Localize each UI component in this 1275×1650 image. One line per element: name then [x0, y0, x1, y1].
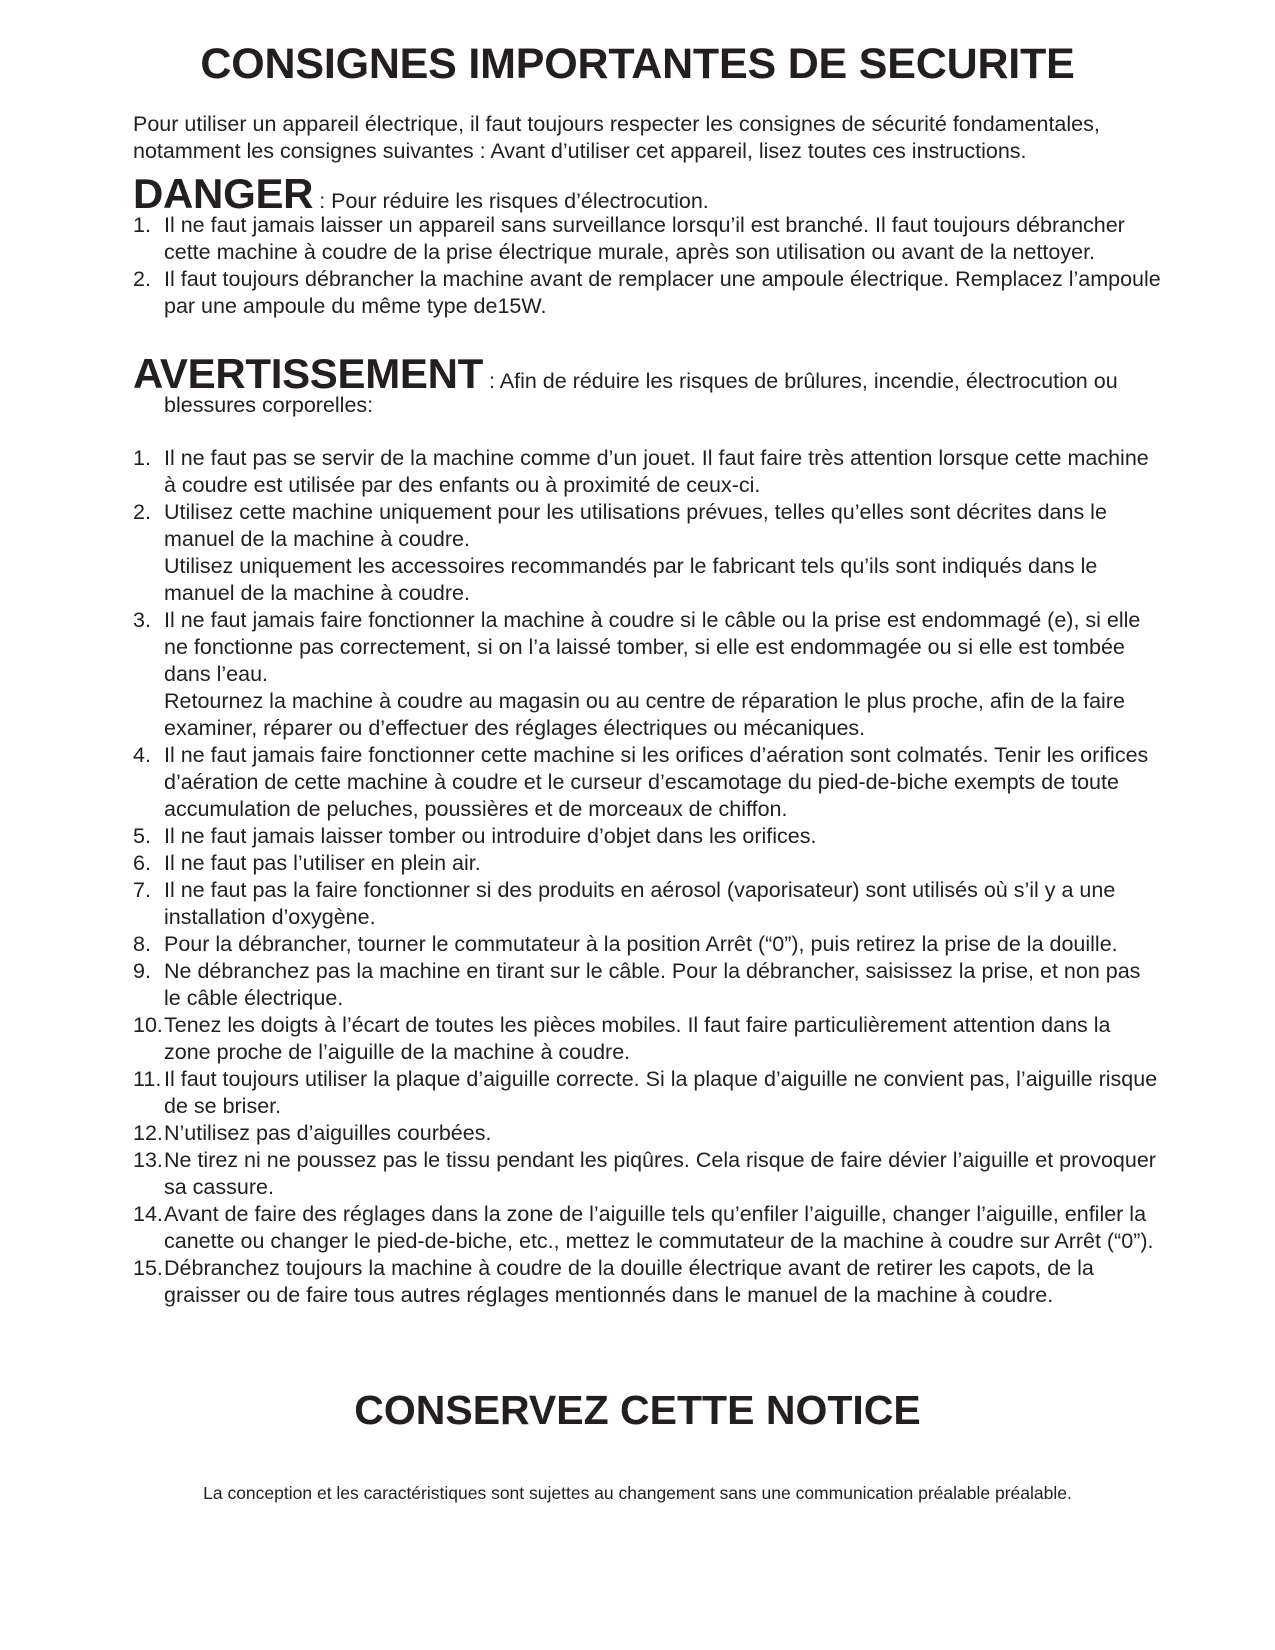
- warning-heading: AVERTISSEMENT: [133, 350, 484, 397]
- item-text: N’utilisez pas d’aiguilles courbées.: [164, 1121, 492, 1145]
- item-number: 14.: [133, 1202, 163, 1226]
- warning-list: [133, 445, 1163, 1309]
- list-item: [133, 1255, 1163, 1309]
- danger-description: : Pour réduire les risques d’électrocution.: [313, 189, 709, 213]
- item-number: 8.: [133, 932, 151, 956]
- item-number: 5.: [133, 824, 151, 848]
- item-number: 4.: [133, 743, 151, 767]
- item-extra-text: Retournez la machine à coudre au magasin ou au centre de réparation le plus proche, afin de la faire examiner, réparer ou d’effectuer des réglages électriques ou mécaniques.: [164, 689, 1125, 740]
- page-title: CONSIGNES IMPORTANTES DE SECURITE: [200, 40, 1075, 88]
- item-number: 10.: [133, 1013, 163, 1037]
- list-item: [133, 445, 1163, 499]
- danger-list: [133, 212, 1163, 320]
- item-number: 1.: [133, 446, 151, 470]
- list-item: [133, 266, 1163, 320]
- item-text: Il faut toujours utiliser la plaque d’aiguille correcte. Si la plaque d’aiguille ne convient pas, l’aiguille risque de se briser.: [164, 1067, 1158, 1118]
- item-number: 9.: [133, 959, 151, 983]
- list-item: [133, 823, 1163, 850]
- list-item: [133, 1066, 1163, 1120]
- item-number: 2.: [133, 500, 151, 524]
- warning-description-continued: blessures corporelles:: [164, 393, 374, 417]
- item-number: 15.: [133, 1256, 163, 1280]
- list-item: [133, 499, 1163, 607]
- list-item: [133, 607, 1163, 742]
- closing-heading: CONSERVEZ CETTE NOTICE: [354, 1387, 921, 1433]
- item-number: 1.: [133, 213, 151, 237]
- item-number: 7.: [133, 878, 151, 902]
- item-number: 6.: [133, 851, 151, 875]
- list-item: [133, 931, 1163, 958]
- list-item: [133, 1120, 1163, 1147]
- item-text: Il ne faut pas l’utiliser en plein air.: [164, 851, 481, 875]
- list-item: [133, 1147, 1163, 1201]
- item-text: Il faut toujours débrancher la machine avant de remplacer une ampoule électrique. Remplacez l’ampoule par une ampoule du même type de15W.: [164, 267, 1161, 318]
- danger-heading-line: [133, 170, 1163, 218]
- footnote: La conception et les caractéristiques sont sujettes au changement sans une communication préalable préalable.: [203, 1483, 1072, 1503]
- item-text: Débranchez toujours la machine à coudre de la douille électrique avant de retirer les capots, de la graisser ou de faire tous autres réglages mentionnés dans le manuel de la machine à coudre.: [164, 1256, 1094, 1307]
- item-text: Il ne faut jamais laisser tomber ou introduire d’objet dans les orifices.: [164, 824, 817, 848]
- item-extra-text: Utilisez uniquement les accessoires recommandés par le fabricant tels qu’ils sont indiqués dans le manuel de la machine à coudre.: [164, 554, 1098, 605]
- item-number: 12.: [133, 1121, 163, 1145]
- item-text: Il ne faut jamais laisser un appareil sans surveillance lorsqu’il est branché. Il faut toujours débrancher cette machine à coudre de la prise électrique murale, après son utilisation ou avant de la nettoyer.: [164, 213, 1125, 264]
- item-text: Ne tirez ni ne poussez pas le tissu pendant les piqûres. Cela risque de faire dévier l’aiguille et provoquer sa cassure.: [164, 1148, 1156, 1199]
- item-number: 3.: [133, 608, 151, 632]
- list-item: [133, 850, 1163, 877]
- item-number: 2.: [133, 267, 151, 291]
- list-item: [133, 958, 1163, 1012]
- list-item: [133, 742, 1163, 823]
- item-number: 11.: [133, 1067, 162, 1091]
- item-number: 13.: [133, 1148, 163, 1172]
- list-item: [133, 1201, 1163, 1255]
- item-text: Il ne faut jamais faire fonctionner la machine à coudre si le câble ou la prise est endommagé (e), si elle ne fonctionne pas correctement, si on l’a laissé tomber, si elle est endommagée ou si elle est tombée dans l’eau.: [164, 608, 1141, 686]
- item-text: Il ne faut pas la faire fonctionner si des produits en aérosol (vaporisateur) sont utilisés où s’il y a une installation d’oxygène.: [164, 878, 1116, 929]
- intro-paragraph: Pour utiliser un appareil électrique, il faut toujours respecter les consignes de sécurité fondamentales, notamment les consignes suivantes : Avant d’utiliser cet appareil, lisez toutes ces instructions.: [133, 112, 1100, 163]
- warning-description: : Afin de réduire les risques de brûlures, incendie, électrocution ou: [483, 369, 1118, 393]
- item-text: Utilisez cette machine uniquement pour les utilisations prévues, telles qu’elles sont décrites dans le manuel de la machine à coudre.: [164, 500, 1107, 551]
- warning-heading-line: [133, 350, 1163, 398]
- item-text: Tenez les doigts à l’écart de toutes les pièces mobiles. Il faut faire particulièrement attention dans la zone proche de l’aiguille de la machine à coudre.: [164, 1013, 1111, 1064]
- list-item: [133, 877, 1163, 931]
- item-text: Il ne faut pas se servir de la machine comme d’un jouet. Il faut faire très attention lorsque cette machine à coudre est utilisée par des enfants ou à proximité de ceux-ci.: [164, 446, 1149, 497]
- item-text: Il ne faut jamais faire fonctionner cette machine si les orifices d’aération sont colmatés. Tenir les orifices d’aération de cette machine à coudre et le curseur d’escamotage du pied-de-biche exempts de toute accumulation de peluches, poussières et de morceaux de chiffon.: [164, 743, 1149, 821]
- item-text: Ne débranchez pas la machine en tirant sur le câble. Pour la débrancher, saisissez la prise, et non pas le câble électrique.: [164, 959, 1141, 1010]
- list-item: [133, 1012, 1163, 1066]
- danger-heading: DANGER: [133, 170, 314, 217]
- item-text: Avant de faire des réglages dans la zone de l’aiguille tels qu’enfiler l’aiguille, changer l’aiguille, enfiler la canette ou changer le pied-de-biche, etc., mettez le commutateur de la machine à coudre sur Arrêt (“0”).: [164, 1202, 1154, 1253]
- list-item: [133, 212, 1163, 266]
- item-text: Pour la débrancher, tourner le commutateur à la position Arrêt (“0”), puis retirez la prise de la douille.: [164, 932, 1118, 956]
